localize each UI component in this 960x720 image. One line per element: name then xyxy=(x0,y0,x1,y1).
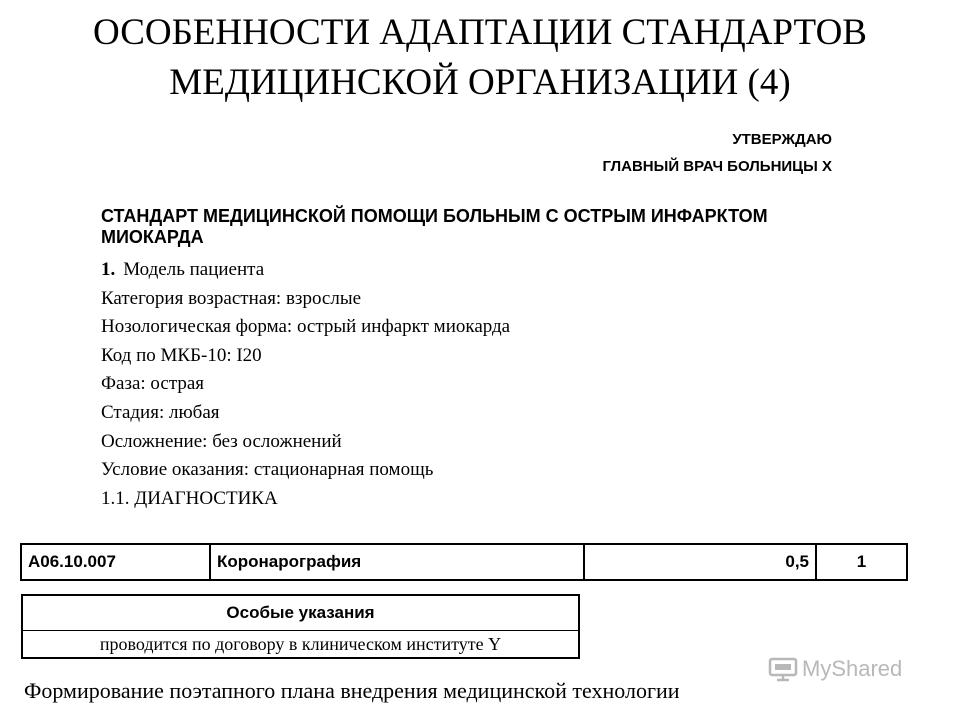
slide-title xyxy=(0,8,960,108)
standard-title: СТАНДАРТ МЕДИЦИНСКОЙ ПОМОЩИ БОЛЬНЫМ С ОСТРЫМ ИНФАРКТОМ МИОКАРДА xyxy=(101,206,768,247)
model-number: 1. xyxy=(101,259,116,280)
table-row xyxy=(21,544,907,580)
care-condition-line: Условие оказания: стационарная помощь xyxy=(101,459,434,481)
slide-title-line-2: МЕДИЦИНСКОЙ ОРГАНИЗАЦИИ (4) xyxy=(169,62,791,103)
service-table xyxy=(20,543,908,581)
slide-title-line-1: ОСОБЕННОСТИ АДАПТАЦИИ СТАНДАРТОВ xyxy=(93,12,867,53)
diagnostics-heading: 1.1. ДИАГНОСТИКА xyxy=(101,487,278,509)
service-code-cell: А06.10.007 xyxy=(21,544,210,580)
special-notes-text: проводится по договору в клиническом институте Y xyxy=(99,634,502,654)
approval-block xyxy=(602,126,832,180)
frequency-cell: 0,5 xyxy=(584,544,816,580)
model-heading xyxy=(101,256,510,285)
watermark xyxy=(768,656,902,682)
special-notes-box xyxy=(21,594,580,659)
complication-line: Осложнение: без осложнений xyxy=(101,430,342,452)
special-notes-header: Особые указания xyxy=(23,596,578,631)
service-name-cell: Коронарография xyxy=(210,544,584,580)
footer-caption: Формирование поэтапного плана внедрения медицинской технологии xyxy=(24,678,680,703)
stage-line: Стадия: любая xyxy=(101,401,220,423)
age-category-line: Категория возрастная: взрослые xyxy=(101,287,362,309)
approval-line-2: ГЛАВНЫЙ ВРАЧ БОЛЬНИЦЫ Х xyxy=(602,158,832,175)
approval-line-1: УТВЕРЖДАЮ xyxy=(732,131,832,148)
presentation-icon xyxy=(768,656,798,682)
multiplicity-cell: 1 xyxy=(816,544,907,580)
phase-line: Фаза: острая xyxy=(101,373,205,395)
nosology-line: Нозологическая форма: острый инфаркт миокарда xyxy=(101,316,511,338)
watermark-text: MyShared xyxy=(802,656,903,681)
model-label: Модель пациента xyxy=(123,259,265,280)
icd-code-line: Код по МКБ-10: I20 xyxy=(101,344,262,366)
patient-model xyxy=(101,256,510,513)
